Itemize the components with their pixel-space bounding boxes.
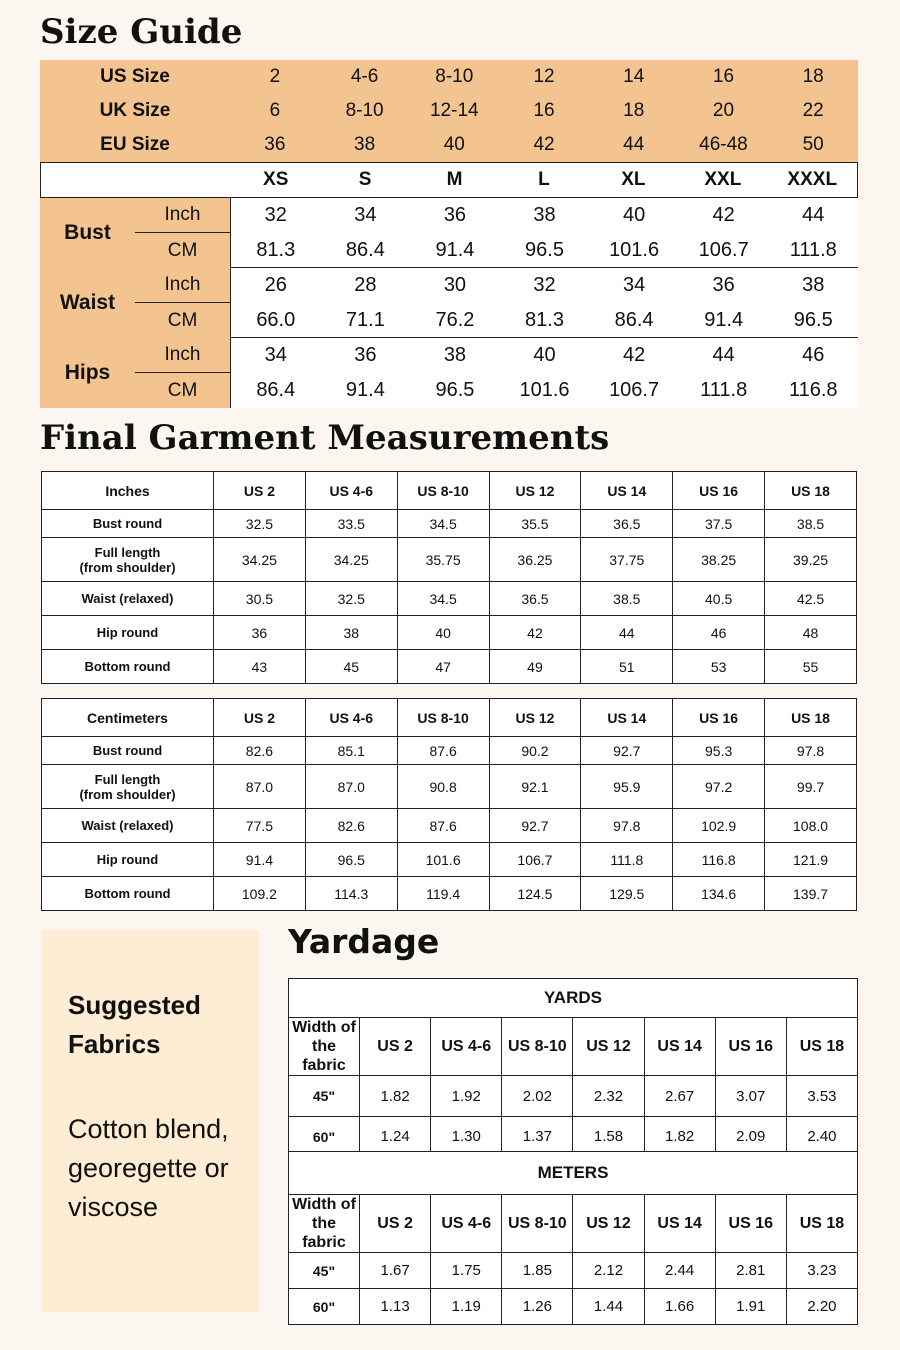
value-cell: 34: [622, 274, 646, 296]
uk-size-label: UK Size: [99, 100, 171, 121]
value-cell: 87.6: [397, 737, 489, 765]
bust-cm-row: [231, 233, 858, 268]
table-title-row: [289, 979, 858, 1018]
value-cell: 1.19: [431, 1289, 502, 1325]
value-cell: 86.4: [614, 309, 654, 331]
table-row: [42, 737, 857, 765]
value-cell: 1.30: [431, 1117, 502, 1157]
value-cell: 82.6: [214, 737, 306, 765]
value-cell: 111.8: [700, 379, 748, 401]
size-header: US 14: [581, 699, 673, 737]
eu-size-value: 36: [264, 134, 286, 155]
unit-header: Centimeters: [42, 699, 214, 737]
value-cell: 34: [354, 204, 377, 226]
table-row: [42, 877, 857, 911]
value-cell: 34: [264, 344, 287, 366]
value-cell: 42: [712, 204, 735, 226]
us-size-value: 16: [712, 66, 735, 87]
table-row: [42, 582, 857, 616]
value-cell: 81.3: [256, 239, 296, 261]
value-cell: 40: [533, 344, 556, 366]
eu-size-value: 42: [533, 134, 555, 155]
value-cell: 101.6: [609, 239, 660, 261]
uk-size-value: 22: [802, 100, 824, 121]
hips-cm-row: [231, 373, 858, 408]
value-cell: 34.25: [214, 538, 306, 582]
value-cell: 40: [622, 204, 646, 226]
unit-header: Inches: [42, 472, 214, 510]
value-cell: 124.5: [489, 877, 581, 911]
value-cell: 1.82: [360, 1076, 431, 1117]
value-cell: 28: [354, 274, 377, 296]
value-cell: 97.8: [765, 737, 857, 765]
value-cell: 99.7: [765, 765, 857, 809]
value-cell: 2.09: [715, 1117, 786, 1157]
size-header: US 16: [673, 472, 765, 510]
value-cell: 2.12: [573, 1253, 644, 1289]
size-header: US 16: [673, 699, 765, 737]
value-cell: 45: [305, 650, 397, 684]
value-cell: 43: [214, 650, 306, 684]
value-cell: 38: [305, 616, 397, 650]
suggested-fabrics-title: Suggested Fabrics: [68, 990, 201, 1059]
value-cell: 40: [397, 616, 489, 650]
bust-inch-row: [231, 198, 858, 233]
value-cell: 3.07: [715, 1076, 786, 1117]
value-cell: 90.8: [397, 765, 489, 809]
row-label: Bottom round: [42, 877, 214, 911]
value-cell: 87.0: [214, 765, 306, 809]
size-header: US 16: [715, 1018, 786, 1076]
row-label: 45": [289, 1253, 360, 1289]
size-header: US 14: [581, 472, 673, 510]
row-label-line2: (from shoulder): [79, 786, 176, 802]
value-cell: 36.25: [489, 538, 581, 582]
size-header: US 8-10: [397, 699, 489, 737]
value-cell: 42: [622, 344, 646, 366]
value-cell: 34.5: [397, 582, 489, 616]
value-cell: 106.7: [489, 843, 581, 877]
waist-values: [231, 268, 858, 338]
letter-size: XXXL: [787, 169, 838, 190]
value-cell: 38: [443, 344, 467, 366]
letter-size: S: [358, 169, 372, 190]
size-header: US 4-6: [431, 1018, 502, 1076]
value-cell: 109.2: [214, 877, 306, 911]
value-cell: 48: [765, 616, 857, 650]
value-cell: 1.92: [431, 1076, 502, 1117]
value-cell: 2.02: [502, 1076, 573, 1117]
value-cell: 90.2: [489, 737, 581, 765]
value-cell: 1.26: [502, 1289, 573, 1325]
value-cell: 49: [489, 650, 581, 684]
bust-values: [231, 198, 858, 268]
cm-unit-label: CM: [167, 379, 198, 401]
value-cell: 1.82: [644, 1117, 715, 1157]
value-cell: 82.6: [305, 809, 397, 843]
value-cell: 77.5: [214, 809, 306, 843]
row-label: Waist (relaxed): [42, 809, 214, 843]
width-label-line2: the fabric: [302, 1038, 346, 1074]
value-cell: 1.44: [573, 1289, 644, 1325]
value-cell: 38: [533, 204, 556, 226]
size-header: US 12: [573, 1195, 644, 1253]
letter-size: XXL: [704, 169, 742, 190]
value-cell: 87.0: [305, 765, 397, 809]
value-cell: 32.5: [305, 582, 397, 616]
table-row: [42, 510, 857, 538]
us-size-value: 2: [269, 66, 281, 87]
width-label-line1: Width of: [292, 1196, 356, 1213]
value-cell: 30: [443, 274, 467, 296]
value-cell: 36: [354, 344, 377, 366]
value-cell: 119.4: [397, 877, 489, 911]
uk-size-value: 12-14: [429, 100, 479, 121]
value-cell: 92.7: [581, 737, 673, 765]
table-row: [42, 809, 857, 843]
value-cell: 2.20: [786, 1289, 857, 1325]
value-cell: 97.8: [581, 809, 673, 843]
size-header: US 18: [765, 699, 857, 737]
value-cell: 92.1: [489, 765, 581, 809]
value-cell: 85.1: [305, 737, 397, 765]
size-header: US 4-6: [305, 472, 397, 510]
value-cell: 2.32: [573, 1076, 644, 1117]
eu-size-label: EU Size: [100, 134, 170, 155]
value-cell: 2.40: [786, 1117, 857, 1157]
width-of-fabric-label: [289, 1018, 360, 1076]
suggested-fabrics-text: Cotton blend, georegette or viscose: [68, 1114, 229, 1222]
row-label: 60": [289, 1289, 360, 1325]
value-cell: 86.4: [345, 239, 385, 261]
us-size-label: US Size: [100, 66, 170, 87]
value-cell: 35.75: [397, 538, 489, 582]
value-cell: 129.5: [581, 877, 673, 911]
uk-size-value: 18: [623, 100, 645, 121]
uk-size-value: 16: [533, 100, 555, 121]
hips-label: Hips: [64, 361, 111, 384]
size-header: US 18: [765, 472, 857, 510]
value-cell: 108.0: [765, 809, 857, 843]
yards-title: YARDS: [289, 979, 858, 1018]
measurement-values: [230, 198, 858, 408]
inch-unit-label: Inch: [135, 338, 230, 373]
table-row: [42, 616, 857, 650]
value-cell: 2.67: [644, 1076, 715, 1117]
table-title-row: [289, 1152, 858, 1195]
size-header: US 8-10: [502, 1018, 573, 1076]
eu-size-value: 44: [623, 134, 645, 155]
value-cell: 33.5: [305, 510, 397, 538]
uk-size-value: 8-10: [345, 100, 384, 121]
us-size-value: 18: [802, 66, 824, 87]
uk-size-value: 20: [712, 100, 735, 121]
value-cell: 86.4: [256, 379, 296, 401]
size-header: US 14: [644, 1195, 715, 1253]
eu-size-row: [40, 128, 858, 162]
value-cell: 139.7: [765, 877, 857, 911]
value-cell: 1.85: [502, 1253, 573, 1289]
value-cell: 96.5: [305, 843, 397, 877]
width-label-line1: Width of: [292, 1019, 356, 1036]
value-cell: 38.5: [765, 510, 857, 538]
row-label: Bust round: [42, 510, 214, 538]
value-cell: 111.8: [581, 843, 673, 877]
value-cell: 1.13: [360, 1289, 431, 1325]
size-header: US 4-6: [305, 699, 397, 737]
value-cell: 42.5: [765, 582, 857, 616]
value-cell: 96.5: [793, 309, 833, 331]
value-cell: 38.25: [673, 538, 765, 582]
size-header: US 2: [360, 1195, 431, 1253]
value-cell: 1.91: [715, 1289, 786, 1325]
value-cell: 76.2: [435, 309, 475, 331]
table-header-row: [289, 1195, 858, 1253]
suggested-fabrics-panel: [41, 930, 259, 1312]
cm-unit-label: CM: [167, 309, 198, 331]
size-guide-table: [40, 60, 858, 408]
size-header: US 2: [214, 699, 306, 737]
value-cell: 1.66: [644, 1289, 715, 1325]
size-header: US 8-10: [502, 1195, 573, 1253]
letter-size: L: [538, 169, 550, 190]
row-label: [42, 765, 214, 809]
value-cell: 30.5: [214, 582, 306, 616]
us-size-value: 4-6: [350, 66, 379, 87]
waist-cm-row: [231, 303, 858, 338]
row-label-line1: Full length: [94, 771, 161, 787]
width-label-line2: the fabric: [302, 1215, 346, 1251]
row-label: Waist (relaxed): [42, 582, 214, 616]
table-row: [42, 650, 857, 684]
inch-unit-label: Inch: [135, 268, 230, 303]
eu-size-value: 40: [443, 134, 465, 155]
value-cell: 26: [264, 274, 287, 296]
value-cell: 36: [214, 616, 306, 650]
value-cell: 81.3: [525, 309, 564, 331]
value-cell: 44: [712, 344, 735, 366]
row-label: Hip round: [42, 843, 214, 877]
value-cell: 102.9: [673, 809, 765, 843]
width-of-fabric-label: [289, 1195, 360, 1253]
measurement-labels: [40, 198, 230, 408]
value-cell: 71.1: [345, 309, 385, 331]
value-cell: 91.4: [214, 843, 306, 877]
uk-size-value: 6: [269, 100, 281, 121]
value-cell: 51: [581, 650, 673, 684]
value-cell: 42: [489, 616, 581, 650]
value-cell: 106.7: [698, 239, 749, 261]
waist-label: Waist: [59, 291, 116, 314]
us-size-row: [40, 60, 858, 94]
value-cell: 114.3: [305, 877, 397, 911]
size-header: US 8-10: [397, 472, 489, 510]
value-cell: 95.3: [673, 737, 765, 765]
value-cell: 44: [802, 204, 825, 226]
value-cell: 3.23: [786, 1253, 857, 1289]
value-cell: 1.58: [573, 1117, 644, 1157]
value-cell: 134.6: [673, 877, 765, 911]
size-header: US 4-6: [431, 1195, 502, 1253]
value-cell: 87.6: [397, 809, 489, 843]
row-label: Bottom round: [42, 650, 214, 684]
table-row: [42, 538, 857, 582]
value-cell: 36: [443, 204, 467, 226]
us-size-value: 12: [533, 66, 555, 87]
value-cell: 40.5: [673, 582, 765, 616]
value-cell: 1.75: [431, 1253, 502, 1289]
table-header-row: [42, 472, 857, 510]
value-cell: 39.25: [765, 538, 857, 582]
value-cell: 53: [673, 650, 765, 684]
hips-group-label: [40, 338, 230, 408]
value-cell: 55: [765, 650, 857, 684]
value-cell: 95.9: [581, 765, 673, 809]
value-cell: 116.8: [673, 843, 765, 877]
letter-size: XL: [621, 169, 646, 190]
yardage-meters-table: [288, 1151, 858, 1325]
value-cell: 46: [673, 616, 765, 650]
size-header: US 12: [489, 699, 581, 737]
value-cell: 36: [712, 274, 735, 296]
us-size-value: 8-10: [435, 66, 474, 87]
waist-inch-row: [231, 268, 858, 303]
uk-size-row: [40, 94, 858, 128]
size-header: US 2: [214, 472, 306, 510]
value-cell: 91.4: [704, 309, 744, 331]
row-label: Bust round: [42, 737, 214, 765]
size-conversion-block: [40, 60, 858, 162]
table-row: [42, 843, 857, 877]
value-cell: 35.5: [489, 510, 581, 538]
value-cell: 96.5: [435, 379, 475, 401]
value-cell: 32.5: [214, 510, 306, 538]
value-cell: 47: [397, 650, 489, 684]
value-cell: 32: [533, 274, 556, 296]
value-cell: 111.8: [789, 239, 837, 261]
garment-centimeters-table: [41, 698, 857, 911]
table-row: [289, 1076, 858, 1117]
row-label: [42, 538, 214, 582]
eu-size-value: 46-48: [699, 134, 748, 155]
eu-size-value: 38: [354, 134, 376, 155]
value-cell: 38.5: [581, 582, 673, 616]
row-label: 45": [289, 1076, 360, 1117]
size-header: US 16: [715, 1195, 786, 1253]
table-row: [289, 1253, 858, 1289]
value-cell: 2.44: [644, 1253, 715, 1289]
table-header-row: [289, 1018, 858, 1076]
value-cell: 121.9: [765, 843, 857, 877]
inch-unit-label: Inch: [135, 198, 230, 233]
value-cell: 91.4: [435, 239, 475, 261]
bust-group-label: [40, 198, 230, 268]
value-cell: 1.67: [360, 1253, 431, 1289]
size-header: US 12: [489, 472, 581, 510]
size-header: US 14: [644, 1018, 715, 1076]
garment-measurements-title: Final Garment Measurements: [40, 418, 610, 458]
value-cell: 96.5: [525, 239, 564, 261]
meters-title: METERS: [289, 1152, 858, 1195]
yardage-title: Yardage: [288, 922, 440, 961]
value-cell: 37.5: [673, 510, 765, 538]
us-size-value: 14: [623, 66, 645, 87]
yardage-yards-table: [288, 978, 858, 1157]
value-cell: 97.2: [673, 765, 765, 809]
value-cell: 44: [581, 616, 673, 650]
bust-label: Bust: [64, 221, 111, 244]
letter-size: M: [446, 169, 463, 190]
value-cell: 92.7: [489, 809, 581, 843]
value-cell: 2.81: [715, 1253, 786, 1289]
table-row: [289, 1289, 858, 1325]
size-header: US 18: [786, 1195, 857, 1253]
size-header: US 12: [573, 1018, 644, 1076]
hips-inch-row: [231, 338, 858, 373]
row-label: Hip round: [42, 616, 214, 650]
value-cell: 101.6: [519, 379, 570, 401]
value-cell: 36.5: [489, 582, 581, 616]
value-cell: 46: [802, 344, 825, 366]
table-header-row: [42, 699, 857, 737]
row-label-line2: (from shoulder): [79, 559, 176, 575]
garment-inches-table: [41, 471, 857, 684]
value-cell: 34.5: [397, 510, 489, 538]
hips-values: [231, 338, 858, 408]
size-guide-title: Size Guide: [40, 12, 243, 52]
row-label: 60": [289, 1117, 360, 1157]
value-cell: 116.8: [788, 379, 838, 401]
waist-group-label: [40, 268, 230, 338]
body-measurements: [40, 198, 858, 408]
table-row: [42, 765, 857, 809]
row-label-line1: Full length: [94, 544, 161, 560]
value-cell: 101.6: [397, 843, 489, 877]
value-cell: 91.4: [345, 379, 385, 401]
value-cell: 37.75: [581, 538, 673, 582]
letter-size: XS: [263, 169, 289, 190]
value-cell: 3.53: [786, 1076, 857, 1117]
eu-size-value: 50: [802, 134, 824, 155]
size-header: US 2: [360, 1018, 431, 1076]
value-cell: 1.37: [502, 1117, 573, 1157]
value-cell: 106.7: [609, 379, 660, 401]
size-header: US 18: [786, 1018, 857, 1076]
value-cell: 66.0: [256, 309, 296, 331]
value-cell: 38: [802, 274, 825, 296]
value-cell: 36.5: [581, 510, 673, 538]
cm-unit-label: CM: [167, 239, 198, 261]
letter-size-row: [40, 162, 858, 198]
value-cell: 34.25: [305, 538, 397, 582]
value-cell: 1.24: [360, 1117, 431, 1157]
value-cell: 32: [264, 204, 287, 226]
